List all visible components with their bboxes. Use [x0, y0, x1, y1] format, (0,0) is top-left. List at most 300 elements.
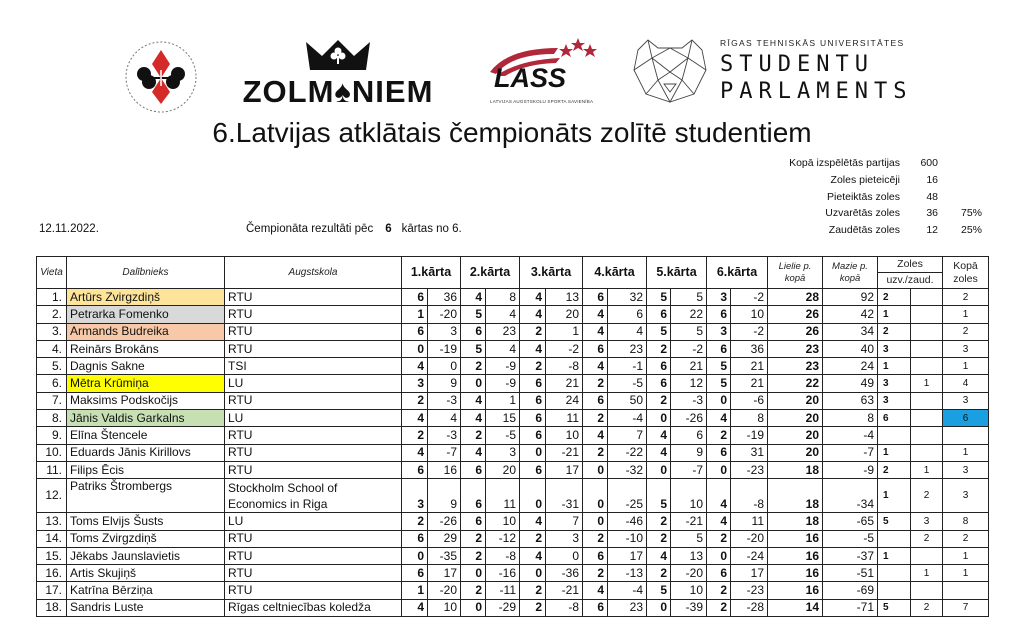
round-1-small-points: -19 — [428, 340, 461, 357]
round-5-small-points: -21 — [671, 513, 707, 530]
zoles-won: 2 — [878, 461, 911, 478]
round-4-small-points: 4 — [608, 323, 647, 340]
total-big-points: 16 — [768, 582, 823, 599]
round-4-small-points: -4 — [608, 582, 647, 599]
round-3-small-points: 21 — [546, 375, 583, 392]
total-small-points: -4 — [823, 427, 878, 444]
round-4-big-points: 2 — [583, 565, 608, 582]
round-5-small-points: -20 — [671, 565, 707, 582]
total-big-points: 20 — [768, 444, 823, 461]
player-name-cell: Toms Zvirgzdiņš — [67, 530, 225, 547]
zoles-total: 4 — [943, 375, 989, 392]
round-6-small-points: 31 — [731, 444, 768, 461]
round-4-small-points: 23 — [608, 599, 647, 616]
table-row — [37, 358, 989, 375]
round-3-big-points: 6 — [520, 461, 546, 478]
table-row — [37, 323, 989, 340]
date: 12.11.2022. — [39, 223, 99, 235]
table-row — [37, 479, 989, 513]
total-small-points: 49 — [823, 375, 878, 392]
round-4-small-points: 7 — [608, 427, 647, 444]
total-big-points: 23 — [768, 358, 823, 375]
round-1-big-points: 6 — [402, 461, 428, 478]
round-3-small-points: -8 — [546, 358, 583, 375]
round-1-big-points: 6 — [402, 565, 428, 582]
player-name-cell: Petrarka Fomenko — [67, 306, 225, 323]
round-3-big-points: 6 — [520, 410, 546, 427]
round-2-big-points: 2 — [461, 547, 486, 564]
table-row — [37, 375, 989, 392]
round-1-small-points: 0 — [428, 358, 461, 375]
round-6-small-points: -2 — [731, 323, 768, 340]
zoles-lost — [911, 444, 943, 461]
round-5-big-points: 2 — [647, 513, 671, 530]
round-2-big-points: 6 — [461, 479, 486, 513]
zoles-total: 7 — [943, 599, 989, 616]
round-2-small-points: 10 — [486, 513, 520, 530]
round-6-small-points: -20 — [731, 530, 768, 547]
round-2-big-points: 6 — [461, 461, 486, 478]
stat-label: Uzvarētās zoles — [825, 207, 900, 220]
round-1-small-points: -26 — [428, 513, 461, 530]
round-4-small-points: 50 — [608, 392, 647, 409]
round-2-small-points: 4 — [486, 306, 520, 323]
round-6-small-points: -19 — [731, 427, 768, 444]
round-4-big-points: 0 — [583, 461, 608, 478]
header-small-points: Mazie p. kopā — [823, 257, 878, 289]
zolmaniem-wordmark: ZOLM♠NIEM — [242, 74, 434, 109]
round-4-small-points: -32 — [608, 461, 647, 478]
round-2-big-points: 4 — [461, 444, 486, 461]
round-3-big-points: 2 — [520, 599, 546, 616]
stat-row — [740, 172, 1000, 188]
round-2-small-points: 8 — [486, 289, 520, 306]
round-4-small-points: -1 — [608, 358, 647, 375]
round-5-small-points: 22 — [671, 306, 707, 323]
zoles-won: 6 — [878, 410, 911, 427]
table-row — [37, 392, 989, 409]
header-player: Dalībnieks — [67, 257, 225, 289]
total-small-points: -65 — [823, 513, 878, 530]
player-name-cell: Patriks Štrombergs — [67, 479, 225, 513]
zoles-total: 8 — [943, 513, 989, 530]
total-big-points: 18 — [768, 479, 823, 513]
round-4-big-points: 6 — [583, 392, 608, 409]
school-cell: RTU — [225, 461, 402, 478]
player-name-cell: Armands Budreika — [67, 323, 225, 340]
rtu-parlaments: PARLAMENTS — [720, 79, 913, 104]
total-big-points: 14 — [768, 599, 823, 616]
round-5-small-points: -3 — [671, 392, 707, 409]
place-cell: 4. — [37, 340, 67, 357]
round-4-small-points: 32 — [608, 289, 647, 306]
round-3-big-points: 4 — [520, 513, 546, 530]
school-cell: TSI — [225, 358, 402, 375]
round-1-big-points: 6 — [402, 530, 428, 547]
round-1-big-points: 2 — [402, 513, 428, 530]
round-1-big-points: 6 — [402, 323, 428, 340]
player-name-cell: Katrīna Bērziņa — [67, 582, 225, 599]
total-big-points: 26 — [768, 323, 823, 340]
round-4-small-points: -5 — [608, 375, 647, 392]
round-5-big-points: 5 — [647, 479, 671, 513]
round-3-big-points: 4 — [520, 547, 546, 564]
round-5-small-points: 12 — [671, 375, 707, 392]
header-round-3: 3.kārta — [520, 257, 583, 289]
round-2-small-points: 23 — [486, 323, 520, 340]
table-row — [37, 547, 989, 564]
round-5-big-points: 0 — [647, 461, 671, 478]
round-5-big-points: 5 — [647, 289, 671, 306]
round-6-small-points: 10 — [731, 306, 768, 323]
round-3-big-points: 4 — [520, 289, 546, 306]
round-5-big-points: 6 — [647, 358, 671, 375]
school-line-2: Economics in Riga — [228, 497, 328, 512]
round-3-big-points: 0 — [520, 479, 546, 513]
zoles-won — [878, 427, 911, 444]
round-2-big-points: 4 — [461, 289, 486, 306]
round-3-small-points: 11 — [546, 410, 583, 427]
total-small-points: -34 — [823, 479, 878, 513]
round-4-big-points: 4 — [583, 323, 608, 340]
round-6-big-points: 3 — [707, 289, 731, 306]
round-4-big-points: 4 — [583, 306, 608, 323]
place-cell: 1. — [37, 289, 67, 306]
round-3-small-points: -8 — [546, 599, 583, 616]
round-4-small-points: -46 — [608, 513, 647, 530]
total-small-points: -5 — [823, 530, 878, 547]
total-big-points: 18 — [768, 461, 823, 478]
total-big-points: 26 — [768, 306, 823, 323]
round-1-big-points: 3 — [402, 479, 428, 513]
zoles-total: 1 — [943, 358, 989, 375]
round-6-big-points: 0 — [707, 547, 731, 564]
round-4-big-points: 4 — [583, 582, 608, 599]
player-name-cell: Maksims Podskočijs — [67, 392, 225, 409]
round-2-small-points: -29 — [486, 599, 520, 616]
zoles-lost: 1 — [911, 375, 943, 392]
school-cell: RTU — [225, 582, 402, 599]
zoles-won: 2 — [878, 289, 911, 306]
place-cell: 15. — [37, 547, 67, 564]
round-5-big-points: 5 — [647, 582, 671, 599]
round-2-small-points: 20 — [486, 461, 520, 478]
round-4-small-points: -22 — [608, 444, 647, 461]
round-5-big-points: 2 — [647, 565, 671, 582]
page-title: 6.Latvijas atklātais čempionāts zolītē studentiem — [212, 117, 812, 148]
round-3-small-points: -31 — [546, 479, 583, 513]
round-5-big-points: 4 — [647, 444, 671, 461]
school-cell: Rīgas celtniecības koledža — [225, 599, 402, 616]
zoles-lost — [911, 410, 943, 427]
round-5-small-points: 10 — [671, 479, 707, 513]
round-4-small-points: 6 — [608, 306, 647, 323]
round-1-small-points: -20 — [428, 306, 461, 323]
place-cell: 8. — [37, 410, 67, 427]
round-1-small-points: 3 — [428, 323, 461, 340]
round-2-small-points: -11 — [486, 582, 520, 599]
zoles-lost — [911, 289, 943, 306]
place-cell: 18. — [37, 599, 67, 616]
header-total-zoles: Kopā zoles — [943, 257, 989, 289]
header-round-6: 6.kārta — [707, 257, 768, 289]
school-cell: RTU — [225, 427, 402, 444]
total-big-points: 23 — [768, 340, 823, 357]
school-cell: RTU — [225, 530, 402, 547]
round-2-big-points: 6 — [461, 513, 486, 530]
zoles-lost: 1 — [911, 461, 943, 478]
round-5-big-points: 6 — [647, 375, 671, 392]
round-2-small-points: -9 — [486, 358, 520, 375]
stat-row — [740, 222, 1000, 238]
school-cell: RTU — [225, 323, 402, 340]
round-2-small-points: -5 — [486, 427, 520, 444]
round-6-big-points: 2 — [707, 427, 731, 444]
table-row — [37, 340, 989, 357]
round-4-big-points: 6 — [583, 340, 608, 357]
zoles-total: 2 — [943, 323, 989, 340]
round-2-big-points: 0 — [461, 599, 486, 616]
round-2-big-points: 6 — [461, 323, 486, 340]
header-round-4: 4.kārta — [583, 257, 647, 289]
header-zoles-won-lost: uzv./zaud. — [878, 273, 943, 289]
summary-prefix: Čempionāta rezultāti pēc — [246, 223, 374, 235]
total-big-points: 28 — [768, 289, 823, 306]
zoles-lost — [911, 392, 943, 409]
place-cell: 6. — [37, 375, 67, 392]
zoles-won — [878, 530, 911, 547]
school-cell: RTU — [225, 547, 402, 564]
round-5-big-points: 6 — [647, 306, 671, 323]
round-5-small-points: 5 — [671, 530, 707, 547]
zoles-total: 1 — [943, 306, 989, 323]
place-cell: 2. — [37, 306, 67, 323]
zoles-total: 3 — [943, 340, 989, 357]
zoles-lost — [911, 306, 943, 323]
round-3-big-points: 6 — [520, 427, 546, 444]
round-5-big-points: 4 — [647, 427, 671, 444]
zoles-lost: 2 — [911, 599, 943, 616]
stat-value: 48 — [926, 190, 938, 203]
zoles-won — [878, 565, 911, 582]
header-zoles: Zoles — [878, 257, 943, 273]
federation-logo — [124, 40, 198, 114]
round-6-small-points: 17 — [731, 565, 768, 582]
round-6-big-points: 2 — [707, 530, 731, 547]
round-4-big-points: 0 — [583, 479, 608, 513]
round-2-small-points: 11 — [486, 479, 520, 513]
round-1-small-points: 9 — [428, 479, 461, 513]
stat-value: 12 — [926, 224, 938, 237]
round-6-small-points: 11 — [731, 513, 768, 530]
round-6-big-points: 2 — [707, 599, 731, 616]
round-2-small-points: 1 — [486, 392, 520, 409]
zoles-lost — [911, 358, 943, 375]
round-4-big-points: 0 — [583, 513, 608, 530]
header-round-2: 2.kārta — [461, 257, 520, 289]
round-3-small-points: 3 — [546, 530, 583, 547]
crown-icon — [222, 38, 454, 74]
round-2-small-points: -9 — [486, 375, 520, 392]
total-big-points: 16 — [768, 530, 823, 547]
round-4-small-points: -25 — [608, 479, 647, 513]
zoles-won: 1 — [878, 358, 911, 375]
zoles-won: 5 — [878, 599, 911, 616]
zoles-lost — [911, 582, 943, 599]
round-3-big-points: 2 — [520, 582, 546, 599]
header-round-1: 1.kārta — [402, 257, 461, 289]
total-small-points: 40 — [823, 340, 878, 357]
round-6-big-points: 6 — [707, 444, 731, 461]
table-row — [37, 513, 989, 530]
total-big-points: 22 — [768, 375, 823, 392]
place-cell: 16. — [37, 565, 67, 582]
school-cell: RTU — [225, 444, 402, 461]
zoles-lost — [911, 427, 943, 444]
stat-row — [740, 189, 1000, 205]
round-6-big-points: 2 — [707, 582, 731, 599]
round-3-small-points: 7 — [546, 513, 583, 530]
round-1-big-points: 6 — [402, 289, 428, 306]
round-5-small-points: -26 — [671, 410, 707, 427]
statistics-block — [740, 155, 1000, 239]
total-big-points: 16 — [768, 565, 823, 582]
stat-row — [740, 205, 1000, 221]
round-2-big-points: 2 — [461, 530, 486, 547]
zoles-total: 2 — [943, 289, 989, 306]
round-5-small-points: 9 — [671, 444, 707, 461]
round-3-big-points: 2 — [520, 358, 546, 375]
round-6-big-points: 0 — [707, 461, 731, 478]
round-6-small-points: -24 — [731, 547, 768, 564]
round-3-small-points: -36 — [546, 565, 583, 582]
round-5-big-points: 4 — [647, 547, 671, 564]
round-6-big-points: 6 — [707, 565, 731, 582]
place-cell: 7. — [37, 392, 67, 409]
table-row — [37, 461, 989, 478]
round-3-big-points: 2 — [520, 323, 546, 340]
round-3-big-points: 6 — [520, 375, 546, 392]
stat-value: 36 — [926, 207, 938, 220]
round-5-small-points: 5 — [671, 323, 707, 340]
round-1-small-points: 10 — [428, 599, 461, 616]
lass-wordmark: LASS — [494, 63, 567, 93]
round-5-big-points: 0 — [647, 599, 671, 616]
zolmaniem-logo — [222, 38, 454, 109]
round-5-small-points: 10 — [671, 582, 707, 599]
round-6-small-points: -8 — [731, 479, 768, 513]
stat-value: 600 — [920, 157, 938, 169]
school-cell: LU — [225, 410, 402, 427]
stat-percent: 75% — [960, 207, 982, 220]
round-3-small-points: 17 — [546, 461, 583, 478]
zoles-lost — [911, 323, 943, 340]
round-6-big-points: 3 — [707, 323, 731, 340]
zoles-won: 1 — [878, 479, 911, 513]
round-2-small-points: 4 — [486, 340, 520, 357]
zoles-lost — [911, 340, 943, 357]
round-2-big-points: 5 — [461, 306, 486, 323]
place-cell: 9. — [37, 427, 67, 444]
total-big-points: 18 — [768, 513, 823, 530]
total-small-points: 42 — [823, 306, 878, 323]
round-1-big-points: 4 — [402, 444, 428, 461]
zoles-won: 1 — [878, 306, 911, 323]
round-4-big-points: 6 — [583, 289, 608, 306]
round-5-big-points: 0 — [647, 410, 671, 427]
round-5-big-points: 2 — [647, 530, 671, 547]
zoles-lost: 1 — [911, 565, 943, 582]
round-6-big-points: 4 — [707, 479, 731, 513]
zoles-total: 1 — [943, 444, 989, 461]
summary-round: 6 — [385, 223, 392, 235]
table-row — [37, 410, 989, 427]
zoles-lost: 2 — [911, 530, 943, 547]
total-big-points: 20 — [768, 392, 823, 409]
round-3-small-points: -21 — [546, 444, 583, 461]
zoles-lost: 2 — [911, 479, 943, 513]
round-5-big-points: 5 — [647, 323, 671, 340]
round-4-big-points: 2 — [583, 410, 608, 427]
player-name-cell: Mētra Krūmiņa — [67, 375, 225, 392]
zoles-total: 2 — [943, 530, 989, 547]
school-cell: RTU — [225, 289, 402, 306]
round-6-small-points: -23 — [731, 461, 768, 478]
place-cell: 12. — [37, 479, 67, 513]
round-3-big-points: 4 — [520, 340, 546, 357]
player-name-cell: Reinārs Brokāns — [67, 340, 225, 357]
rtu-student-parliament-logo — [630, 34, 913, 106]
round-6-small-points: -23 — [731, 582, 768, 599]
player-name-cell: Toms Elvijs Šusts — [67, 513, 225, 530]
round-4-big-points: 6 — [583, 599, 608, 616]
round-6-small-points: 21 — [731, 375, 768, 392]
total-small-points: 34 — [823, 323, 878, 340]
round-3-big-points: 0 — [520, 444, 546, 461]
bear-head-icon — [630, 36, 710, 104]
round-2-big-points: 0 — [461, 565, 486, 582]
round-2-big-points: 4 — [461, 410, 486, 427]
stat-label: Pieteiktās zoles — [827, 190, 900, 203]
header-big-points: Lielie p. kopā — [768, 257, 823, 289]
total-small-points: 24 — [823, 358, 878, 375]
school-cell: LU — [225, 375, 402, 392]
round-1-small-points: 16 — [428, 461, 461, 478]
round-1-big-points: 4 — [402, 599, 428, 616]
round-4-big-points: 4 — [583, 358, 608, 375]
table-row — [37, 582, 989, 599]
zoles-won: 2 — [878, 323, 911, 340]
round-2-big-points: 4 — [461, 392, 486, 409]
round-3-small-points: 1 — [546, 323, 583, 340]
round-5-small-points: -2 — [671, 340, 707, 357]
round-6-small-points: 8 — [731, 410, 768, 427]
round-1-big-points: 4 — [402, 358, 428, 375]
round-1-big-points: 1 — [402, 582, 428, 599]
round-1-big-points: 0 — [402, 547, 428, 564]
stat-row — [740, 155, 1000, 171]
place-cell: 10. — [37, 444, 67, 461]
round-6-big-points: 6 — [707, 340, 731, 357]
zoles-won: 3 — [878, 375, 911, 392]
stat-percent: 25% — [960, 224, 982, 237]
header-place: Vieta — [37, 257, 67, 289]
place-cell: 13. — [37, 513, 67, 530]
round-1-small-points: -7 — [428, 444, 461, 461]
round-6-small-points: 36 — [731, 340, 768, 357]
summary-suffix: kārtas no 6. — [401, 223, 462, 235]
player-name-cell: Jēkabs Jaunslavietis — [67, 547, 225, 564]
